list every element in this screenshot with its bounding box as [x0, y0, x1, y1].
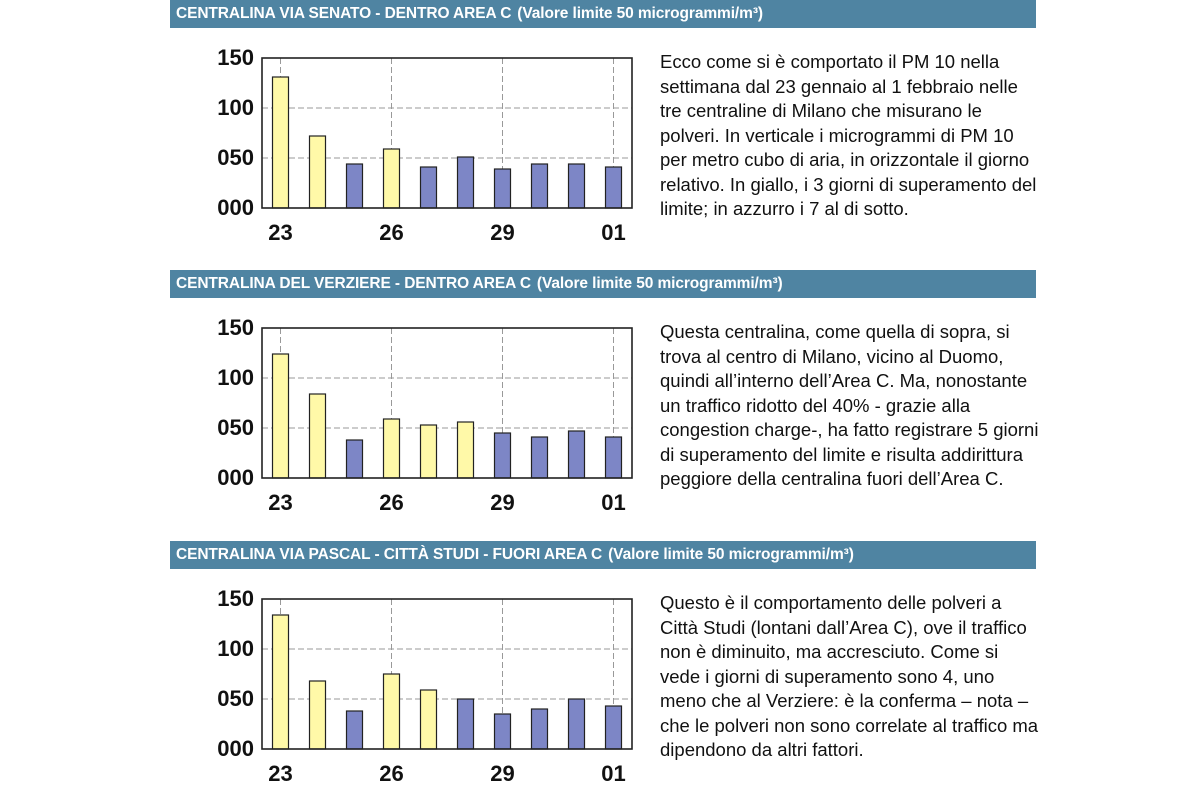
panel-title: CENTRALINA VIA PASCAL - CITTÀ STUDI - FUORI AREA C — [176, 546, 603, 563]
panel-title: CENTRALINA DEL VERZIERE - DENTRO AREA C — [176, 275, 531, 292]
y-tick-label: 000 — [217, 736, 254, 761]
panel-pascal — [170, 541, 1039, 807]
bar — [310, 136, 326, 208]
bar — [347, 164, 363, 208]
x-tick-label: 29 — [490, 761, 515, 786]
x-tick-label: 23 — [268, 761, 293, 786]
bar — [495, 433, 511, 478]
bar — [495, 714, 511, 749]
panel-header — [170, 541, 1036, 569]
bar — [606, 167, 622, 208]
bar — [421, 690, 437, 749]
panel-description: Ecco come si è comportato il PM 10 nella settimana dal 23 gennaio al 1 febbraio nelle tre centraline di Milano che misurano le polveri. In verticale i microgrammi di PM 10 per metro cubo di aria, in orizzontale il giorno relativo. In giallo, i 3 giorni di superamento del limite; in azzurro i 7 al di sotto. — [660, 51, 1037, 219]
bar-chart-verziere — [170, 300, 650, 536]
bar — [384, 674, 400, 749]
panel-description: Questo è il comportamento delle polveri a Città Studi (lontani dall’Area C), ove il traffico non è diminuito, ma accresciuto. Come si vede i giorni di superamento sono 4, uno meno che al Verziere: è la conferma – nota – che le polveri non sono correlate al traffico ma dipendono da altri fattori. — [660, 592, 1039, 760]
bar — [569, 164, 585, 208]
y-tick-label: 100 — [217, 636, 254, 661]
limit-note: (Valore limite 50 microgrammi/m³) — [536, 275, 783, 292]
bar — [606, 706, 622, 749]
bar-chart-pascal — [170, 571, 650, 807]
y-tick-label: 050 — [217, 686, 254, 711]
y-tick-label: 100 — [217, 365, 254, 390]
bar-chart-senato — [170, 30, 650, 266]
bar — [569, 431, 585, 478]
bar — [310, 394, 326, 478]
y-tick-label: 050 — [217, 415, 254, 440]
y-tick-label: 000 — [217, 195, 254, 220]
x-tick-label: 23 — [268, 220, 293, 245]
panel-header — [170, 270, 1036, 298]
x-tick-label: 26 — [379, 490, 404, 515]
bar — [569, 699, 585, 749]
x-tick-label: 26 — [379, 220, 404, 245]
x-tick-label: 23 — [268, 490, 293, 515]
x-tick-label: 01 — [601, 761, 626, 786]
bar — [310, 681, 326, 749]
x-tick-label: 01 — [601, 490, 626, 515]
bar — [606, 437, 622, 478]
y-tick-label: 150 — [217, 315, 254, 340]
bar — [495, 169, 511, 208]
bar — [532, 164, 548, 208]
panel-description: Questa centralina, come quella di sopra, si trova al centro di Milano, vicino al Duomo, quindi all’interno dell’Area C. Ma, nonostante un traffico ridotto del 40% - grazie alla congestion charge-, ha fatto registrare 5 giorni di superamento del limite e risulta addirittura peggiore della centralina fuori dell’Area C. — [660, 321, 1039, 489]
bar — [458, 157, 474, 208]
panel-verziere — [170, 270, 1039, 536]
bar — [421, 425, 437, 478]
bar — [458, 699, 474, 749]
bar — [421, 167, 437, 208]
y-tick-label: 100 — [217, 95, 254, 120]
panel-senato — [170, 0, 1036, 266]
x-tick-label: 29 — [490, 490, 515, 515]
limit-note: (Valore limite 50 microgrammi/m³) — [517, 5, 763, 22]
y-tick-label: 150 — [217, 586, 254, 611]
bar — [384, 149, 400, 208]
bar — [347, 711, 363, 749]
y-tick-label: 150 — [217, 45, 254, 70]
bar — [273, 354, 289, 478]
bar — [273, 77, 289, 208]
bar — [532, 437, 548, 478]
x-tick-label: 26 — [379, 761, 404, 786]
x-tick-label: 01 — [601, 220, 626, 245]
panel-title: CENTRALINA VIA SENATO - DENTRO AREA C — [176, 5, 512, 22]
limit-note: (Valore limite 50 microgrammi/m³) — [608, 546, 854, 563]
bar — [458, 422, 474, 478]
y-tick-label: 000 — [217, 465, 254, 490]
panel-header — [170, 0, 1036, 28]
x-tick-label: 29 — [490, 220, 515, 245]
bar — [384, 419, 400, 478]
bar — [273, 615, 289, 749]
bar — [347, 440, 363, 478]
bar — [532, 709, 548, 749]
y-tick-label: 050 — [217, 145, 254, 170]
